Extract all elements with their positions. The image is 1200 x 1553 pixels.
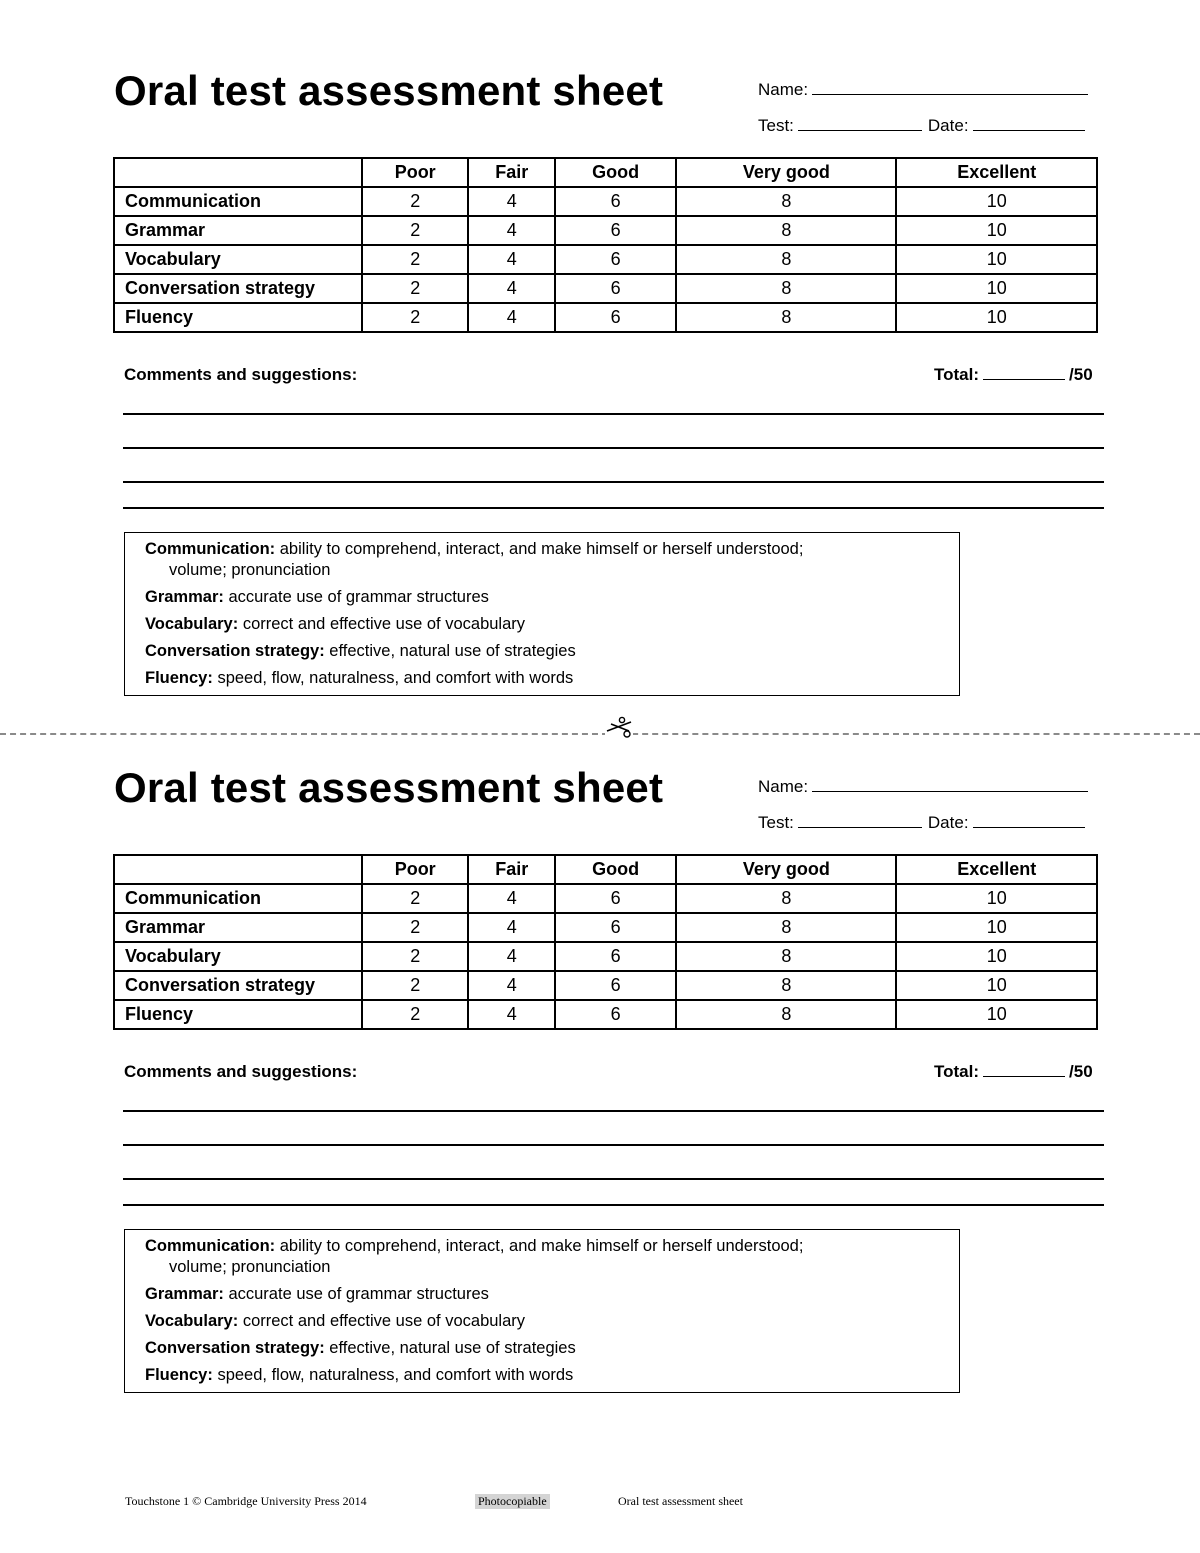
score-cell[interactable]: 4	[468, 1000, 555, 1029]
total-label: Total:	[934, 1062, 980, 1081]
table-row	[114, 245, 1097, 274]
column-header: Good	[555, 158, 676, 187]
score-cell[interactable]: 4	[468, 971, 555, 1000]
definition-term: Grammar:	[145, 588, 224, 606]
score-cell[interactable]: 6	[555, 187, 676, 216]
score-cell[interactable]: 4	[468, 913, 555, 942]
comment-line[interactable]	[123, 413, 1104, 415]
score-cell[interactable]: 2	[362, 187, 468, 216]
table-row	[114, 971, 1097, 1000]
definitions-box	[124, 1229, 960, 1393]
score-cell[interactable]: 10	[896, 187, 1097, 216]
name-blank[interactable]	[812, 777, 1088, 792]
comment-line[interactable]	[123, 1178, 1104, 1180]
name-label: Name:	[758, 777, 809, 796]
score-cell[interactable]: 2	[362, 971, 468, 1000]
footer-copyright: Touchstone 1 © Cambridge University Press 2014	[125, 1494, 367, 1508]
total-label: Total:	[934, 365, 980, 384]
footer-photocopiable: Photocopiable	[475, 1494, 550, 1509]
score-cell[interactable]: 10	[896, 942, 1097, 971]
criterion-label: Fluency	[114, 1000, 362, 1029]
definition-continuation: volume; pronunciation	[169, 561, 331, 579]
score-cell[interactable]: 6	[555, 942, 676, 971]
total-blank[interactable]	[983, 367, 1065, 380]
comment-line[interactable]	[123, 1204, 1104, 1206]
column-header: Good	[555, 855, 676, 884]
definition-continuation: volume; pronunciation	[169, 1258, 331, 1276]
column-header: Poor	[362, 158, 468, 187]
score-cell[interactable]: 2	[362, 274, 468, 303]
score-cell[interactable]: 6	[555, 245, 676, 274]
score-cell[interactable]: 10	[896, 245, 1097, 274]
score-cell[interactable]: 8	[676, 216, 896, 245]
definition-item	[145, 1311, 959, 1332]
table-row	[114, 1000, 1097, 1029]
student-fields	[758, 79, 1088, 151]
definitions-box	[124, 532, 960, 696]
criterion-label: Fluency	[114, 303, 362, 332]
score-cell[interactable]: 8	[676, 187, 896, 216]
column-header: Fair	[468, 158, 555, 187]
column-header	[114, 158, 362, 187]
comment-line[interactable]	[123, 447, 1104, 449]
definition-item	[145, 587, 959, 608]
assessment-sheet	[0, 0, 1200, 690]
column-header: Excellent	[896, 855, 1097, 884]
score-cell[interactable]: 10	[896, 216, 1097, 245]
column-header: Excellent	[896, 158, 1097, 187]
score-cell[interactable]: 8	[676, 942, 896, 971]
definition-item	[145, 641, 959, 662]
criterion-label: Conversation strategy	[114, 971, 362, 1000]
definition-term: Vocabulary:	[145, 1312, 239, 1330]
table-header-row	[114, 855, 1097, 884]
date-blank[interactable]	[973, 116, 1085, 131]
score-cell[interactable]: 4	[468, 942, 555, 971]
definition-text: speed, flow, naturalness, and comfort with words	[212, 1366, 574, 1384]
name-blank[interactable]	[812, 80, 1088, 95]
score-cell[interactable]: 10	[896, 971, 1097, 1000]
definition-text: correct and effective use of vocabulary	[238, 1312, 526, 1330]
table-row	[114, 187, 1097, 216]
score-cell[interactable]: 4	[468, 216, 555, 245]
score-cell[interactable]: 4	[468, 187, 555, 216]
column-header	[114, 855, 362, 884]
score-cell[interactable]: 10	[896, 884, 1097, 913]
score-cell[interactable]: 8	[676, 884, 896, 913]
column-header: Very good	[676, 855, 896, 884]
definition-term: Fluency:	[145, 1366, 213, 1384]
score-cell[interactable]: 2	[362, 216, 468, 245]
score-cell[interactable]: 6	[555, 303, 676, 332]
definition-term: Vocabulary:	[145, 615, 239, 633]
date-blank[interactable]	[973, 813, 1085, 828]
definition-term: Communication:	[145, 1237, 276, 1255]
table-row	[114, 942, 1097, 971]
column-header: Fair	[468, 855, 555, 884]
definition-term: Conversation strategy:	[145, 1339, 325, 1357]
definition-text: accurate use of grammar structures	[223, 1285, 489, 1303]
definition-text: accurate use of grammar structures	[223, 588, 489, 606]
table-row	[114, 216, 1097, 245]
definition-text: effective, natural use of strategies	[324, 1339, 576, 1357]
footer-sheet-name: Oral test assessment sheet	[618, 1494, 743, 1508]
score-cell[interactable]: 2	[362, 1000, 468, 1029]
criterion-label: Grammar	[114, 913, 362, 942]
date-label: Date:	[927, 116, 969, 135]
cut-line	[0, 733, 1200, 735]
definition-term: Conversation strategy:	[145, 642, 325, 660]
column-header: Poor	[362, 855, 468, 884]
score-cell[interactable]: 6	[555, 884, 676, 913]
test-label: Test:	[758, 116, 794, 135]
score-cell[interactable]: 6	[555, 1000, 676, 1029]
definition-text: correct and effective use of vocabulary	[238, 615, 526, 633]
column-header: Very good	[676, 158, 896, 187]
definition-text: ability to comprehend, interact, and make himself or herself understood;	[275, 1237, 804, 1255]
criterion-label: Vocabulary	[114, 942, 362, 971]
definition-term: Communication:	[145, 540, 276, 558]
sheet-title: Oral test assessment sheet	[114, 67, 664, 114]
scissors-icon	[605, 714, 633, 738]
comment-line[interactable]	[123, 481, 1104, 483]
score-cell[interactable]: 10	[896, 913, 1097, 942]
score-cell[interactable]: 2	[362, 245, 468, 274]
definition-text: speed, flow, naturalness, and comfort with words	[212, 669, 574, 687]
score-cell[interactable]: 8	[676, 971, 896, 1000]
definition-text: ability to comprehend, interact, and make himself or herself understood;	[275, 540, 804, 558]
name-label: Name:	[758, 80, 809, 99]
score-cell[interactable]: 2	[362, 913, 468, 942]
student-fields	[758, 776, 1088, 848]
score-cell[interactable]: 2	[362, 942, 468, 971]
test-label: Test:	[758, 813, 794, 832]
test-blank[interactable]	[798, 813, 922, 828]
score-cell[interactable]: 4	[468, 884, 555, 913]
comment-line[interactable]	[123, 1110, 1104, 1112]
comment-line[interactable]	[123, 507, 1104, 509]
definition-item	[145, 539, 959, 581]
score-cell[interactable]: 4	[468, 274, 555, 303]
score-table	[113, 157, 1098, 333]
score-cell[interactable]: 10	[896, 303, 1097, 332]
definition-item	[145, 1338, 959, 1359]
date-label: Date:	[927, 813, 969, 832]
definition-item	[145, 1284, 959, 1305]
total-field	[934, 1062, 1093, 1082]
assessment-sheet	[0, 697, 1200, 1387]
score-cell[interactable]: 4	[468, 245, 555, 274]
score-cell[interactable]: 2	[362, 303, 468, 332]
table-row	[114, 913, 1097, 942]
total-field	[934, 365, 1093, 385]
score-cell[interactable]: 10	[896, 1000, 1097, 1029]
score-table	[113, 854, 1098, 1030]
criterion-label: Conversation strategy	[114, 274, 362, 303]
score-cell[interactable]: 6	[555, 913, 676, 942]
score-cell[interactable]: 2	[362, 884, 468, 913]
comments-label: Comments and suggestions:	[124, 1062, 358, 1081]
definition-term: Grammar:	[145, 1285, 224, 1303]
definition-item	[145, 1236, 959, 1278]
score-cell[interactable]: 6	[555, 971, 676, 1000]
definition-item	[145, 614, 959, 635]
score-cell[interactable]: 8	[676, 274, 896, 303]
table-row	[114, 303, 1097, 332]
table-row	[114, 274, 1097, 303]
score-cell[interactable]: 4	[468, 303, 555, 332]
total-max: /50	[1069, 365, 1093, 384]
definition-item	[145, 668, 959, 689]
score-cell[interactable]: 6	[555, 274, 676, 303]
score-cell[interactable]: 8	[676, 1000, 896, 1029]
table-row	[114, 884, 1097, 913]
table-header-row	[114, 158, 1097, 187]
score-cell[interactable]: 8	[676, 913, 896, 942]
definition-term: Fluency:	[145, 669, 213, 687]
score-cell[interactable]: 10	[896, 274, 1097, 303]
comments-label: Comments and suggestions:	[124, 365, 358, 384]
criterion-label: Communication	[114, 884, 362, 913]
score-cell[interactable]: 8	[676, 303, 896, 332]
comment-line[interactable]	[123, 1144, 1104, 1146]
score-cell[interactable]: 6	[555, 216, 676, 245]
definition-item	[145, 1365, 959, 1386]
criterion-label: Communication	[114, 187, 362, 216]
definition-text: effective, natural use of strategies	[324, 642, 576, 660]
test-blank[interactable]	[798, 116, 922, 131]
criterion-label: Vocabulary	[114, 245, 362, 274]
total-blank[interactable]	[983, 1064, 1065, 1077]
total-max: /50	[1069, 1062, 1093, 1081]
criterion-label: Grammar	[114, 216, 362, 245]
score-cell[interactable]: 8	[676, 245, 896, 274]
sheet-title: Oral test assessment sheet	[114, 764, 664, 811]
